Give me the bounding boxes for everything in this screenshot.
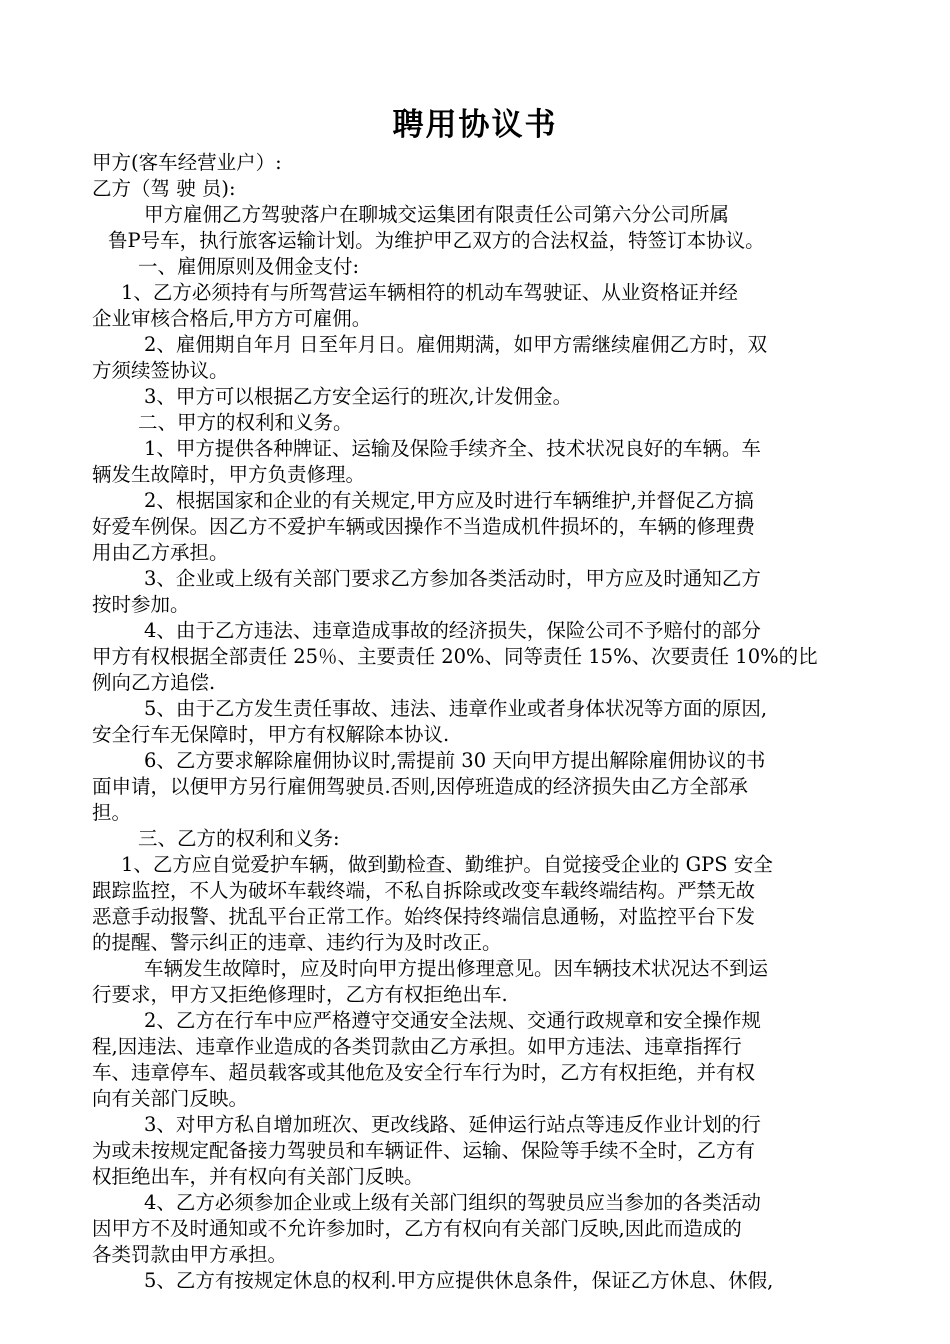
section-3-item-3-line-1: 3、对甲方私自增加班次、更改线路、延伸运行站点等违反作业计划的行 [144,1113,761,1136]
section-2-item-6-line-3: 担。 [92,801,132,824]
section-3-item-2-line-4: 向有关部门反映。 [92,1087,249,1110]
section-1-item-1-line-2: 企业审核合格后,甲方方可雇佣。 [92,307,372,330]
section-1-heading: 一、雇佣原则及佣金支付: [138,255,360,278]
section-1-item-3: 3、甲方可以根据乙方安全运行的班次,计发佣金。 [144,385,573,408]
section-3-item-1-line-1: 1、乙方应自觉爱护车辆，做到勤检查、勤维护。自觉接受企业的 GPS 安全 [121,853,773,876]
section-2-item-1-line-2: 辆发生故障时，甲方负责修理。 [92,463,366,486]
section-3-item-2-line-2: 程,因违法、违章作业造成的各类罚款由乙方承担。如甲方违法、违章指挥行 [92,1035,742,1058]
section-2-item-2-line-2: 好爱车例保。因乙方不爱护车辆或因操作不当造成机件损坏的，车辆的修理费 [92,515,756,538]
section-3-item-1-line-4: 的提醒、警示纠正的违章、违约行为及时改正。 [92,931,502,954]
section-3-item-1-line-2: 跟踪监控，不人为破坏车载终端，不私自拆除或改变车载终端结构。严禁无故 [92,879,756,902]
section-3-item-3-line-2: 为或未按规定配备接力驾驶员和车辆证件、运输、保险等手续不全时，乙方有 [92,1139,756,1162]
section-2-item-6-line-1: 6、乙方要求解除雇佣协议时,需提前 30 天向甲方提出解除雇佣协议的书 [144,749,766,772]
section-3-item-3-line-3: 权拒绝出车，并有权向有关部门反映。 [92,1165,424,1188]
party-a-line: 甲方(客车经营业户）: [92,151,282,174]
section-3-item-5-line-1: 5、乙方有按规定休息的权利.甲方应提供休息条件，保证乙方休息、休假, [144,1269,774,1292]
section-3-item-1-line-6: 行要求，甲方又拒绝修理时，乙方有权拒绝出车. [92,983,508,1006]
section-2-item-1-line-1: 1、甲方提供各种牌证、运输及保险手续齐全、技术状况良好的车辆。车 [144,437,761,460]
section-2-item-4-line-1: 4、由于乙方违法、违章造成事故的经济损失，保险公司不予赔付的部分 [144,619,761,642]
section-2-item-3-line-2: 按时参加。 [92,593,190,616]
section-3-item-1-line-5: 车辆发生故障时，应及时向甲方提出修理意见。因车辆技术状况达不到运 [144,957,769,980]
section-3-heading: 三、乙方的权利和义务: [138,827,340,850]
section-2-item-2-line-1: 2、根据国家和企业的有关规定,甲方应及时进行车辆维护,并督促乙方搞 [144,489,754,512]
section-2-item-4-line-3: 例向乙方追偿. [92,671,216,694]
section-3-item-2-line-1: 2、乙方在行车中应严格遵守交通安全法规、交通行政规章和安全操作规 [144,1009,761,1032]
section-3-item-4-line-2: 因甲方不及时通知或不允许参加时，乙方有权向有关部门反映,因此而造成的 [92,1217,742,1240]
section-2-item-6-line-2: 面申请，以便甲方另行雇佣驾驶员.否则,因停班造成的经济损失由乙方全部承 [92,775,748,798]
intro-line-2: 鲁P号车，执行旅客运输计划。为维护甲乙双方的合法权益，特签订本协议。 [108,229,765,252]
section-3-item-1-line-3: 恶意手动报警、扰乱平台正常工作。始终保持终端信息通畅，对监控平台下发 [92,905,756,928]
intro-line-1: 甲方雇佣乙方驾驶落户在聊城交运集团有限责任公司第六分公司所属 [144,203,730,226]
document-title: 聘用协议书 [392,107,558,143]
section-2-item-4-line-2: 甲方有权根据全部责任 25％、主要责任 20%、同等责任 15%、次要责任 10%的比 [92,645,818,668]
section-2-item-5-line-2: 安全行车无保障时，甲方有权解除本协议. [92,723,450,746]
section-3-item-4-line-1: 4、乙方必须参加企业或上级有关部门组织的驾驶员应当参加的各类活动 [144,1191,761,1214]
section-2-item-5-line-1: 5、由于乙方发生责任事故、违法、违章作业或者身体状况等方面的原因, [144,697,768,720]
section-1-item-2-line-2: 方须续签协议。 [92,359,229,382]
section-2-heading: 二、甲方的权利和义务。 [138,411,353,434]
section-2-item-3-line-1: 3、企业或上级有关部门要求乙方参加各类活动时，甲方应及时通知乙方 [144,567,761,590]
party-b-line: 乙方（驾 驶 员): [92,177,236,200]
section-1-item-1-line-1: 1、乙方必须持有与所驾营运车辆相符的机动车驾驶证、从业资格证并经 [121,281,738,304]
section-1-item-2-line-1: 2、雇佣期自年月 日至年月日。雇佣期满，如甲方需继续雇佣乙方时，双 [144,333,768,356]
section-2-item-2-line-3: 用由乙方承担。 [92,541,229,564]
section-3-item-4-line-3: 各类罚款由甲方承担。 [92,1243,288,1266]
section-3-item-2-line-3: 车、违章停车、超员载客或其他危及安全行车行为时，乙方有权拒绝，并有权 [92,1061,756,1084]
